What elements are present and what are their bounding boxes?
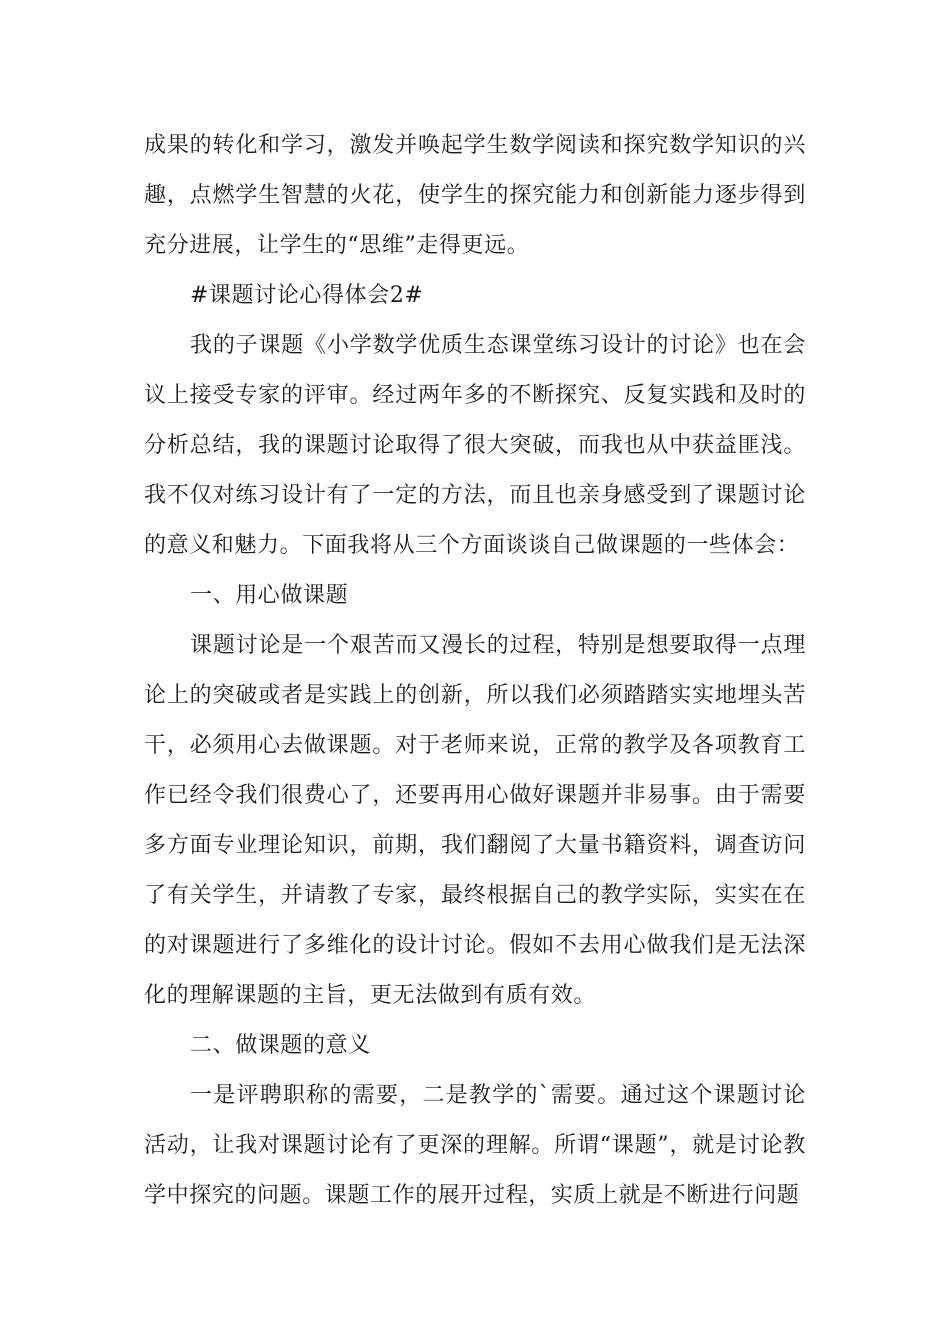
- section-heading-one: 一、用心做课题: [190, 583, 349, 608]
- section-heading-experience-2: #课题讨论心得体会2#: [190, 283, 424, 308]
- section-heading-two: 二、做课题的意义: [190, 1033, 371, 1058]
- paragraph-continuation: 成果的转化和学习，激发并唤起学生数学阅读和探究数学知识的兴趣，点燃学生智慧的火花，使学生的探究能力和创新能力逐步得到充分进展，让学生的“思维”走得更远。: [144, 133, 806, 258]
- paragraph-subject-intro: 我的子课题《小学数学优质生态课堂练习设计的讨论》也在会议上接受专家的评审。经过两年多的不断探究、反复实践和及时的分析总结，我的课题讨论取得了很大突破，而我也从中获益匪浅。我不仅对练习设计有了一定的方法，而且也亲身感受到了课题讨论的意义和魅力。下面我将从三个方面谈谈自己做课题的一些体会：: [144, 333, 806, 558]
- paragraph-meaning: 一是评聘职称的需要，二是教学的`需要。通过这个课题讨论活动，让我对课题讨论有了更深的理解。所谓“课题”，就是讨论教学中探究的问题。课题工作的展开过程，实质上就是不断进行问题: [144, 1083, 806, 1208]
- paragraph-heart-work: 课题讨论是一个艰苦而又漫长的过程，特别是想要取得一点理论上的突破或者是实践上的创新，所以我们必须踏踏实实地埋头苦干，必须用心去做课题。对于老师来说，正常的教学及各项教育工作已经令我们很费心了，还要再用心做好课题并非易事。由于需要多方面专业理论知识，前期，我们翻阅了大量书籍资料，调查访问了有关学生，并请教了专家，最终根据自己的教学实际，实实在在的对课题进行了多维化的设计讨论。假如不去用心做我们是无法深化的理解课题的主旨，更无法做到有质有效。: [144, 633, 806, 1008]
- document-body: [144, 121, 806, 1221]
